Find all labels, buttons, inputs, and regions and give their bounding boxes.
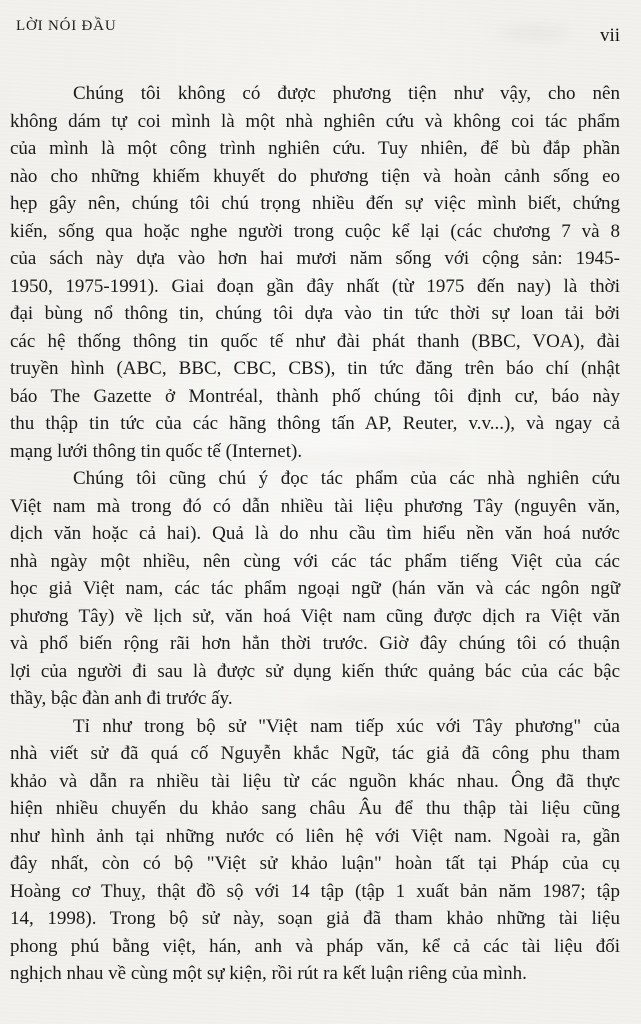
text-line: Chúng tôi cũng chú ý đọc tác phẩm của các nhà nghiên cứu: [73, 468, 620, 489]
text-line: nghịch nhau về cùng một sự kiện, rồi rút ra kết luận riêng của mình.: [10, 963, 527, 984]
scan-artifact: [500, 26, 570, 40]
text-line: Chúng tôi không có được phương tiện như vậy, cho nên: [73, 83, 620, 104]
text-line: khảo và dẫn ra nhiều tài liệu từ các nguồn khác nhau. Ông đã thực: [10, 770, 620, 792]
text-line: nhà viết sử đã quá cố Nguyễn khắc Ngữ, tác giả đã công phu tham: [10, 743, 620, 764]
text-line: nhà ngày một nhiều, nên cùng với các tác phẩm tiếng Việt của các: [10, 550, 620, 572]
text-line: mạng lưới thông tin quốc tế (Internet).: [10, 440, 303, 462]
text-line: kiến, sống qua hoặc nghe người trong cuộc kể lại (các chương 7 và 8: [10, 220, 620, 242]
text-line: như hình ảnh tại những nước có liên hệ với Việt nam. Ngoài ra, gần: [10, 825, 620, 847]
text-line: nào cho những khiếm khuyết do phương tiện và hoàn cảnh sống eo: [10, 165, 620, 187]
text-line: 14, 1998). Trong bộ sử này, soạn giả đã tham khảo những tài liệu: [10, 908, 620, 929]
text-line: Việt nam mà trong đó có dẫn nhiều tài liệu phương Tây (nguyên văn,: [10, 495, 620, 517]
text-line: hiện nhiều chuyến du khảo sang châu Âu để thu thập tài liệu cũng: [10, 798, 620, 819]
text-line: và phổ biến rộng rãi hơn hẳn thời trước. Giờ đây chúng tôi có thuận: [10, 633, 620, 654]
text-line: của sách này dựa vào hơn hai mươi năm sống với cộng sản: 1945-: [10, 248, 620, 269]
text-line: phong phú bằng việt, hán, anh và pháp văn, kể cả các tài liệu đối: [10, 935, 620, 957]
text-line: phương Tây) về lịch sử, văn hoá Việt nam cũng được dịch ra Việt văn: [10, 605, 620, 627]
text-line: của mình là một công trình nghiên cứu. Tuy nhiên, để bù đắp phần: [10, 138, 620, 159]
paragraph: [10, 465, 620, 713]
running-header-title: LỜI NÓI ĐẦU: [16, 18, 117, 34]
text-line: 1950, 1975-1991). Giai đoạn gần đây nhất (từ 1975 đến nay) là thời: [10, 275, 620, 297]
text-line: các hệ thống thông tin quốc tế như đài phát thanh (BBC, VOA), đài: [10, 330, 620, 352]
text-line: lợi của người đi sau là được sử dụng kiến thức quảng bác của các bậc: [10, 660, 620, 682]
text-line: học giả Việt nam, các tác phẩm ngoại ngữ (hán văn và các ngôn ngữ: [10, 578, 620, 599]
paragraph: [10, 80, 620, 465]
text-line: hẹp gây nên, chúng tôi chú trọng nhiều đến sự việc mình biết, chứng: [10, 193, 620, 214]
text-line: đây nhất, còn có bộ "Việt sử khảo luận" hoàn tất tại Pháp của cụ: [10, 853, 620, 874]
text-line: thầy, bậc đàn anh đi trước ấy.: [10, 688, 233, 709]
paragraph: [10, 713, 620, 988]
text-line: dịch văn hoặc cả hai). Quả là do nhu cầu tìm hiểu nền văn hoá nước: [10, 523, 620, 544]
text-line: truyền hình (ABC, BBC, CBC, CBS), tin tức đăng trên báo chí (nhật: [10, 358, 620, 379]
text-line: báo The Gazette ở Montréal, thành phố chúng tôi định cư, báo này: [10, 385, 620, 407]
text-line: đại bùng nổ thông tin, chúng tôi dựa vào tin tức thời sự loan tải bởi: [10, 303, 620, 324]
text-line: không dám tự coi mình là một nhà nghiên cứu và không coi tác phẩm: [10, 110, 620, 132]
text-line: thu thập tin tức của các hãng thông tấn AP, Reuter, v.v...), và ngay cả: [10, 413, 620, 434]
page-number: vii: [599, 25, 620, 46]
text-line: Tỉ như trong bộ sử "Việt nam tiếp xúc với Tây phương" của: [73, 715, 620, 737]
page-body: [10, 80, 620, 988]
text-line: Hoàng cơ Thuỵ, thật đồ sộ với 14 tập (tập 1 xuất bản năm 1987; tập: [10, 880, 620, 902]
